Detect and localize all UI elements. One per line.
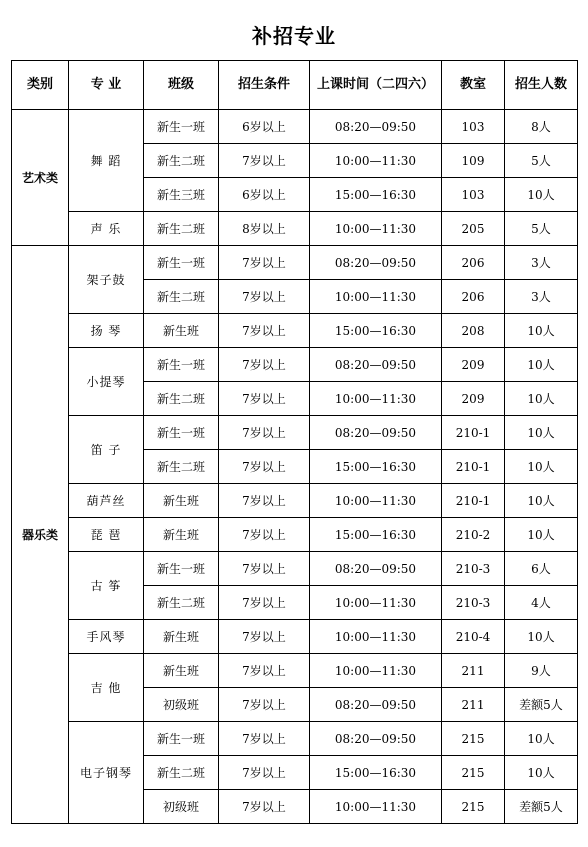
room-cell: 215 xyxy=(442,756,505,790)
class-cell: 新生班 xyxy=(144,518,219,552)
col-header-room: 教室 xyxy=(442,61,505,110)
room-cell: 210-2 xyxy=(442,518,505,552)
time-cell: 10:00—11:30 xyxy=(310,654,442,688)
room-cell: 210-4 xyxy=(442,620,505,654)
count-cell: 3人 xyxy=(505,246,578,280)
condition-cell: 7岁以上 xyxy=(219,314,310,348)
count-cell: 差额5人 xyxy=(505,688,578,722)
category-cell: 器乐类 xyxy=(12,246,69,824)
condition-cell: 7岁以上 xyxy=(219,756,310,790)
time-cell: 08:20—09:50 xyxy=(310,416,442,450)
room-cell: 109 xyxy=(442,144,505,178)
time-cell: 08:20—09:50 xyxy=(310,552,442,586)
time-cell: 15:00—16:30 xyxy=(310,518,442,552)
condition-cell: 8岁以上 xyxy=(219,212,310,246)
col-header-time: 上课时间（二四六） xyxy=(310,61,442,110)
count-cell: 9人 xyxy=(505,654,578,688)
table-row xyxy=(12,552,578,586)
condition-cell: 7岁以上 xyxy=(219,450,310,484)
room-cell: 210-1 xyxy=(442,484,505,518)
col-header-condition: 招生条件 xyxy=(219,61,310,110)
major-cell: 笛 子 xyxy=(69,416,144,484)
major-cell: 电子钢琴 xyxy=(69,722,144,824)
major-cell: 舞 蹈 xyxy=(69,110,144,212)
count-cell: 10人 xyxy=(505,382,578,416)
time-cell: 10:00—11:30 xyxy=(310,280,442,314)
time-cell: 10:00—11:30 xyxy=(310,382,442,416)
room-cell: 215 xyxy=(442,790,505,824)
col-header-count: 招生人数 xyxy=(505,61,578,110)
class-cell: 初级班 xyxy=(144,688,219,722)
room-cell: 208 xyxy=(442,314,505,348)
class-cell: 新生二班 xyxy=(144,586,219,620)
count-cell: 5人 xyxy=(505,212,578,246)
room-cell: 103 xyxy=(442,110,505,144)
major-cell: 手风琴 xyxy=(69,620,144,654)
time-cell: 10:00—11:30 xyxy=(310,586,442,620)
room-cell: 210-3 xyxy=(442,552,505,586)
class-cell: 新生二班 xyxy=(144,144,219,178)
table-row xyxy=(12,416,578,450)
condition-cell: 7岁以上 xyxy=(219,552,310,586)
count-cell: 8人 xyxy=(505,110,578,144)
class-cell: 新生一班 xyxy=(144,416,219,450)
col-header-class: 班级 xyxy=(144,61,219,110)
table-row xyxy=(12,484,578,518)
count-cell: 10人 xyxy=(505,416,578,450)
table-row xyxy=(12,246,578,280)
major-cell: 吉 他 xyxy=(69,654,144,722)
time-cell: 15:00—16:30 xyxy=(310,450,442,484)
class-cell: 新生一班 xyxy=(144,348,219,382)
count-cell: 5人 xyxy=(505,144,578,178)
count-cell: 10人 xyxy=(505,484,578,518)
table-row xyxy=(12,314,578,348)
class-cell: 新生二班 xyxy=(144,756,219,790)
condition-cell: 7岁以上 xyxy=(219,246,310,280)
header-row xyxy=(12,61,578,110)
time-cell: 10:00—11:30 xyxy=(310,484,442,518)
class-cell: 新生班 xyxy=(144,620,219,654)
count-cell: 10人 xyxy=(505,348,578,382)
condition-cell: 7岁以上 xyxy=(219,654,310,688)
count-cell: 3人 xyxy=(505,280,578,314)
count-cell: 10人 xyxy=(505,314,578,348)
count-cell: 10人 xyxy=(505,722,578,756)
table-row xyxy=(12,620,578,654)
time-cell: 10:00—11:30 xyxy=(310,144,442,178)
table-body xyxy=(12,110,578,824)
time-cell: 10:00—11:30 xyxy=(310,790,442,824)
class-cell: 新生班 xyxy=(144,314,219,348)
table-row xyxy=(12,518,578,552)
count-cell: 4人 xyxy=(505,586,578,620)
condition-cell: 6岁以上 xyxy=(219,178,310,212)
condition-cell: 6岁以上 xyxy=(219,110,310,144)
time-cell: 15:00—16:30 xyxy=(310,314,442,348)
room-cell: 211 xyxy=(442,654,505,688)
room-cell: 206 xyxy=(442,246,505,280)
room-cell: 211 xyxy=(442,688,505,722)
time-cell: 15:00—16:30 xyxy=(310,178,442,212)
class-cell: 新生二班 xyxy=(144,450,219,484)
condition-cell: 7岁以上 xyxy=(219,382,310,416)
table-row xyxy=(12,348,578,382)
major-cell: 古 筝 xyxy=(69,552,144,620)
condition-cell: 7岁以上 xyxy=(219,586,310,620)
class-cell: 新生三班 xyxy=(144,178,219,212)
time-cell: 08:20—09:50 xyxy=(310,246,442,280)
time-cell: 08:20—09:50 xyxy=(310,348,442,382)
condition-cell: 7岁以上 xyxy=(219,484,310,518)
major-cell: 葫芦丝 xyxy=(69,484,144,518)
class-cell: 新生二班 xyxy=(144,280,219,314)
category-cell: 艺术类 xyxy=(12,110,69,246)
condition-cell: 7岁以上 xyxy=(219,144,310,178)
major-cell: 架子鼓 xyxy=(69,246,144,314)
class-cell: 新生一班 xyxy=(144,722,219,756)
time-cell: 08:20—09:50 xyxy=(310,110,442,144)
room-cell: 103 xyxy=(442,178,505,212)
count-cell: 6人 xyxy=(505,552,578,586)
table-row xyxy=(12,722,578,756)
condition-cell: 7岁以上 xyxy=(219,348,310,382)
condition-cell: 7岁以上 xyxy=(219,280,310,314)
table-row xyxy=(12,212,578,246)
time-cell: 10:00—11:30 xyxy=(310,212,442,246)
class-cell: 新生二班 xyxy=(144,382,219,416)
time-cell: 15:00—16:30 xyxy=(310,756,442,790)
page-title: 补招专业 xyxy=(252,24,336,48)
table-row xyxy=(12,110,578,144)
count-cell: 10人 xyxy=(505,620,578,654)
col-header-major: 专 业 xyxy=(69,61,144,110)
count-cell: 10人 xyxy=(505,178,578,212)
condition-cell: 7岁以上 xyxy=(219,620,310,654)
major-cell: 声 乐 xyxy=(69,212,144,246)
condition-cell: 7岁以上 xyxy=(219,416,310,450)
room-cell: 215 xyxy=(442,722,505,756)
condition-cell: 7岁以上 xyxy=(219,722,310,756)
room-cell: 205 xyxy=(442,212,505,246)
col-header-category: 类别 xyxy=(12,61,69,110)
condition-cell: 7岁以上 xyxy=(219,790,310,824)
count-cell: 10人 xyxy=(505,450,578,484)
count-cell: 10人 xyxy=(505,756,578,790)
class-cell: 新生一班 xyxy=(144,552,219,586)
class-cell: 新生一班 xyxy=(144,110,219,144)
major-cell: 小提琴 xyxy=(69,348,144,416)
count-cell: 差额5人 xyxy=(505,790,578,824)
room-cell: 210-1 xyxy=(442,450,505,484)
time-cell: 08:20—09:50 xyxy=(310,722,442,756)
room-cell: 209 xyxy=(442,348,505,382)
major-cell: 琵 琶 xyxy=(69,518,144,552)
condition-cell: 7岁以上 xyxy=(219,518,310,552)
class-cell: 新生班 xyxy=(144,654,219,688)
count-cell: 10人 xyxy=(505,518,578,552)
room-cell: 210-1 xyxy=(442,416,505,450)
condition-cell: 7岁以上 xyxy=(219,688,310,722)
room-cell: 206 xyxy=(442,280,505,314)
room-cell: 210-3 xyxy=(442,586,505,620)
time-cell: 10:00—11:30 xyxy=(310,620,442,654)
time-cell: 08:20—09:50 xyxy=(310,688,442,722)
class-cell: 新生一班 xyxy=(144,246,219,280)
enrollment-table xyxy=(11,60,578,824)
class-cell: 新生班 xyxy=(144,484,219,518)
room-cell: 209 xyxy=(442,382,505,416)
table-row xyxy=(12,654,578,688)
class-cell: 初级班 xyxy=(144,790,219,824)
major-cell: 扬 琴 xyxy=(69,314,144,348)
class-cell: 新生二班 xyxy=(144,212,219,246)
